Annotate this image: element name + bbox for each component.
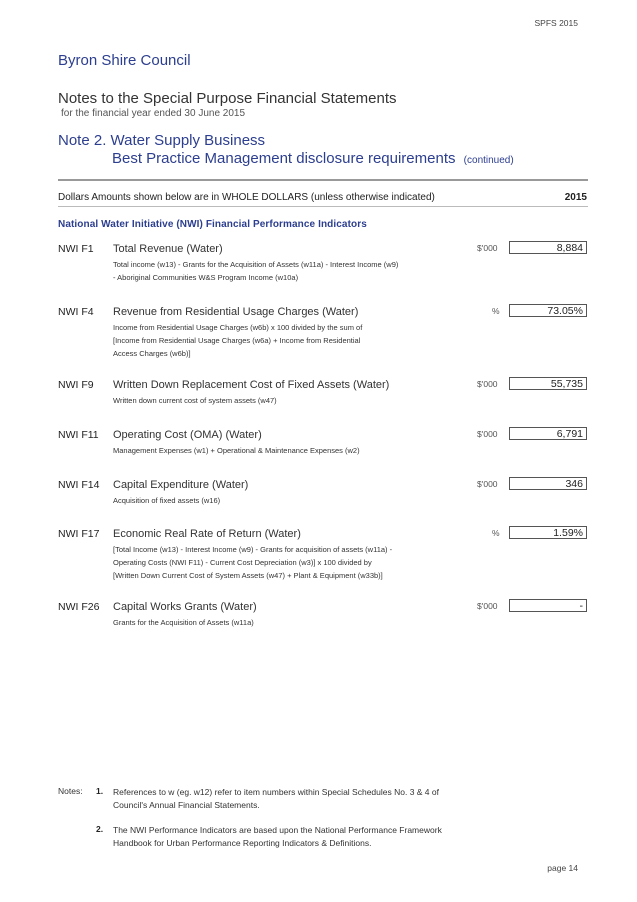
description-line: Written down current cost of system assets (w47) [113,396,277,405]
indicator-value: 55,735 [509,377,587,390]
indicator-code: NWI F4 [58,306,94,318]
footnote-line: Council's Annual Financial Statements. [113,800,260,810]
note-subtitle [112,150,514,167]
header-rule-top [58,179,588,181]
notes-title: Notes to the Special Purpose Financial Statements [58,90,397,107]
indicator-code: NWI F17 [58,528,100,540]
indicator-code: NWI F14 [58,479,100,491]
council-name: Byron Shire Council [58,52,191,69]
description-line: - Aboriginal Communities W&S Program Income (w10a) [113,273,299,282]
footnote-number: 2. [96,824,104,834]
indicator-description [113,444,360,457]
indicator-code: NWI F26 [58,601,100,613]
description-line: Total income (w13) - Grants for the Acquisition of Assets (w11a) - Interest Income (w9) [113,260,399,269]
footnote-line: Handbook for Urban Performance Reporting Indicators & Definitions. [113,838,372,848]
footnote-number: 1. [96,786,104,796]
indicator-code: NWI F11 [58,429,99,441]
indicator-unit: $'000 [477,479,498,489]
indicator-description [113,321,362,360]
indicator-description [113,543,392,582]
indicator-name: Economic Real Rate of Return (Water) [113,528,301,540]
footnote-text [113,786,439,812]
indicator-value: 346 [509,477,587,490]
indicator-name: Revenue from Residential Usage Charges (Water) [113,306,359,318]
description-line: Grants for the Acquisition of Assets (w11a) [113,618,254,627]
description-line: Operating Costs (NWI F11) - Current Cost Depreciation (w3)] x 100 divided by [113,558,372,567]
notes-label: Notes: [58,786,83,796]
indicator-value: 73.05% [509,304,587,317]
indicator-unit: $'000 [477,429,498,439]
year-column-header: 2015 [564,192,587,203]
indicator-name: Capital Works Grants (Water) [113,601,257,613]
note-title: Note 2. Water Supply Business [58,132,266,149]
indicator-description [113,494,220,507]
indicator-description [113,616,254,629]
continued-label: (continued) [463,155,514,166]
report-code: SPFS 2015 [534,18,578,28]
indicator-name: Total Revenue (Water) [113,243,223,255]
indicator-name: Capital Expenditure (Water) [113,479,249,491]
indicator-value: 1.59% [509,526,587,539]
indicator-code: NWI F9 [58,379,94,391]
description-line: Acquisition of fixed assets (w16) [113,496,221,505]
header-rule-bottom [58,206,588,207]
indicator-unit: % [492,306,500,316]
indicator-unit: $'000 [477,243,498,253]
indicator-code: NWI F1 [58,243,94,255]
footnote-line: References to w (eg. w12) refer to item numbers within Special Schedules No. 3 & 4 of [113,787,439,797]
description-line: Management Expenses (w1) + Operational & Maintenance Expenses (w2) [113,446,360,455]
indicator-name: Written Down Replacement Cost of Fixed Assets (Water) [113,379,390,391]
indicator-name: Operating Cost (OMA) (Water) [113,429,262,441]
indicator-unit: % [492,528,500,538]
dollars-note: Dollars Amounts shown below are in WHOLE DOLLARS (unless otherwise indicated) [58,192,435,203]
indicator-unit: $'000 [477,601,498,611]
indicator-value: - [509,599,587,612]
footnote-line: The NWI Performance Indicators are based upon the National Performance Framework [113,825,442,835]
section-title: National Water Initiative (NWI) Financial Performance Indicators [58,219,367,230]
description-line: Income from Residential Usage Charges (w6b) x 100 divided by the sum of [113,323,363,332]
indicator-description [113,258,398,284]
indicator-value: 8,884 [509,241,587,254]
indicator-unit: $'000 [477,379,498,389]
footnote-text [113,824,442,850]
page-number: page 14 [547,863,578,873]
description-line: Access Charges (w6b)] [113,349,191,358]
description-line: [Written Down Current Cost of System Assets (w47) + Plant & Equipment (w33b)] [113,571,383,580]
note-subtitle-text: Best Practice Management disclosure requirements [112,150,456,167]
description-line: [Total Income (w13) - Interest Income (w9) - Grants for acquisition of assets (w11a) - [113,545,393,554]
description-line: [Income from Residential Usage Charges (w6a) + Income from Residential [113,336,361,345]
indicator-value: 6,791 [509,427,587,440]
indicator-description [113,394,277,407]
notes-subtitle: for the financial year ended 30 June 2015 [61,108,246,119]
